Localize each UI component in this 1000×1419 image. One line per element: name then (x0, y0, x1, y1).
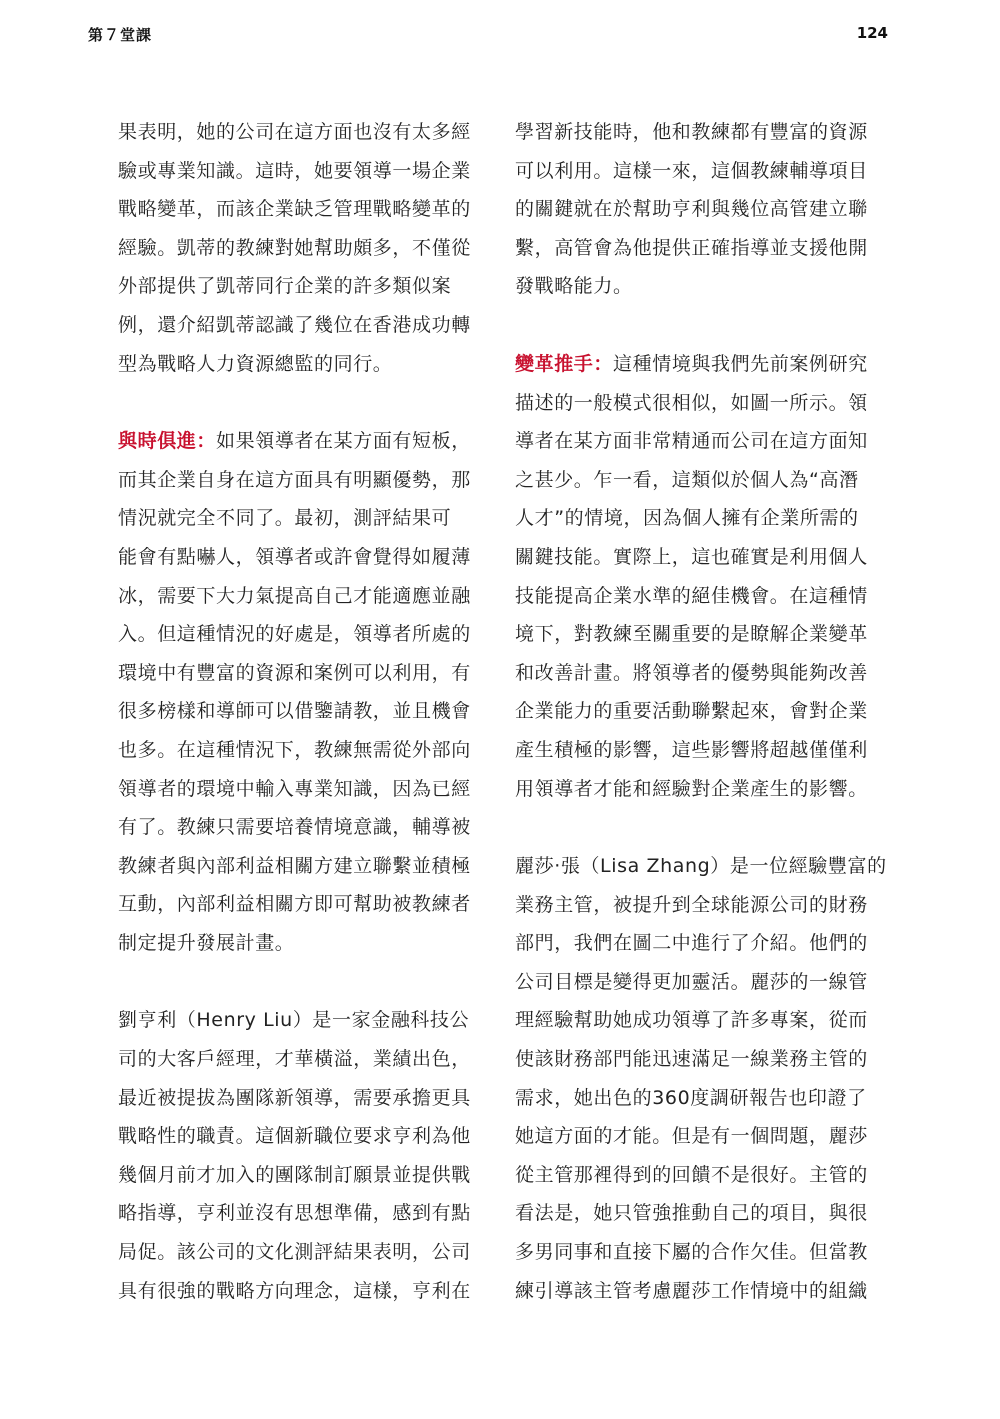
left-column (118, 113, 476, 1310)
text-line: 例，還介紹凱蒂認識了幾位在香港成功轉 (118, 313, 471, 336)
text-line: 經驗。凱蒂的教練對她幫助頗多，不僅從 (118, 236, 471, 259)
text-line: 公司目標是變得更加靈活。麗莎的一線管 (515, 970, 868, 993)
text-line: 外部提供了凱蒂同行企業的許多類似案 (118, 275, 452, 298)
text-line: 看法是，她只管強推動自己的項目，與很 (515, 1202, 868, 1225)
text-line: 學習新技能時，他和教練都有豐富的資源 (515, 121, 868, 143)
text-line: 有了。教練只需要培養情境意識，輔導被 (118, 816, 471, 839)
text-line (118, 422, 476, 461)
text-line: 產生積極的影響，這些影響將超越僅僅利 (515, 738, 868, 761)
text-line: 的關鍵就在於幫助亨利與幾位高管建立聯 (515, 198, 868, 221)
text-line: 局促。該公司的文化測評結果表明，公司 (118, 1241, 471, 1264)
text-line: 互動，內部利益相關方即可幫助被教練者 (118, 893, 471, 916)
text-line: 劉亨利（Henry Liu）是一家金融科技公 (118, 1009, 470, 1032)
text-line: 人才”的情境，因為個人擁有企業所需的 (515, 507, 859, 530)
text-line: 略指導，亨利並沒有思想準備，感到有點 (118, 1202, 471, 1225)
paragraph-gap (515, 808, 873, 847)
paragraph-lisa-case (515, 847, 887, 1310)
text-line: 環境中有豐富的資源和案例可以利用，有 (118, 661, 471, 684)
text-line: 業務主管，被提升到全球能源公司的財務 (515, 893, 868, 916)
text-line: 發戰略能力。 (515, 275, 633, 298)
text-line: 導者在某方面非常精通而公司在這方面知 (515, 430, 868, 453)
text-line: 型為戰略人力資源總監的同行。 (118, 352, 393, 375)
text-line: 教練者與內部利益相關方建立聯繫並積極 (118, 854, 471, 877)
text-line: 用領導者才能和經驗對企業產生的影響。 (515, 777, 868, 800)
text-line: 戰略變革，而該企業缺乏管理戰略變革的 (118, 198, 471, 221)
paragraph-gap (118, 962, 476, 1001)
text-line: 能會有點嚇人，領導者或許會覺得如履薄 (118, 545, 471, 568)
text-line: 最近被提拔為團隊新領導，需要承擔更具 (118, 1086, 471, 1109)
text-line: 也多。在這種情況下，教練無需從外部向 (118, 738, 471, 761)
text-line: 多男同事和直接下屬的合作欠佳。但當教 (515, 1241, 868, 1264)
paragraph-gap (118, 383, 476, 422)
text-line: 企業能力的重要活動聯繫起來，會對企業 (515, 700, 868, 723)
text-line: 需求，她出色的360度調研報告也印證了 (515, 1086, 867, 1109)
text-line: 戰略性的職責。這個新職位要求亨利為他 (118, 1125, 471, 1148)
text-line: 技能提高企業水準的絕佳機會。在這種情 (515, 584, 868, 607)
text-line: 入。但這種情況的好處是，領導者所處的 (118, 623, 471, 646)
text-line: 驗或專業知識。這時，她要領導一場企業 (118, 159, 471, 182)
text-line: 情況就完全不同了。最初，測評結果可 (118, 507, 452, 530)
text-line: 制定提升發展計畫。 (118, 931, 295, 954)
paragraph-change-agent (515, 345, 873, 808)
text-line: 練引導該主管考慮麗莎工作情境中的組織 (515, 1279, 868, 1302)
paragraph-katy-case (118, 113, 476, 383)
text-line-rest: 這種情境與我們先前案例研究 (613, 352, 868, 375)
text-line: 從主管那裡得到的回饋不是很好。主管的 (515, 1163, 868, 1186)
text-line: 而其企業自身在這方面具有明顯優勢，那 (118, 468, 471, 491)
text-line: 幾個月前才加入的團隊制訂願景並提供戰 (118, 1163, 471, 1186)
text-line: 和改善計畫。將領導者的優勢與能夠改善 (515, 661, 868, 684)
paragraph-gap (515, 306, 873, 345)
text-line: 司的大客戶經理，才華橫溢，業績出色， (118, 1048, 471, 1071)
text-line: 她這方面的才能。但是有一個問題，麗莎 (515, 1125, 868, 1148)
page-number: 124 (856, 24, 888, 42)
text-line: 冰，需要下大力氣提高自己才能適應並融 (118, 584, 471, 607)
text-line: 果表明，她的公司在這方面也沒有太多經 (118, 121, 471, 143)
text-line: 麗莎·張（Lisa Zhang）是一位經驗豐富的 (515, 855, 887, 878)
text-line: 境下，對教練至關重要的是瞭解企業變革 (515, 623, 868, 646)
text-line: 理經驗幫助她成功領導了許多專案，從而 (515, 1009, 868, 1032)
text-line: 關鍵技能。實際上，這也確實是利用個人 (515, 545, 868, 568)
text-line: 具有很強的戰略方向理念，這樣，亨利在 (118, 1279, 471, 1302)
paragraph-henry-case (118, 1001, 476, 1310)
text-line: 繫，高管會為他提供正確指導並支援他開 (515, 236, 868, 259)
text-line (515, 345, 873, 384)
paragraph-keeping-pace (118, 422, 476, 962)
keyword-keeping-pace: 與時俱進： (118, 430, 217, 453)
right-column (515, 113, 887, 1310)
text-line: 很多榜樣和導師可以借鑒請教，並且機會 (118, 700, 471, 723)
text-line: 可以利用。這樣一來，這個教練輔導項目 (515, 159, 868, 182)
chapter-label: 第７堂課 (88, 26, 153, 44)
text-line: 領導者的環境中輸入專業知識，因為已經 (118, 777, 471, 800)
paragraph-henry-continued (515, 113, 873, 306)
text-line-rest: 如果領導者在某方面有短板， (216, 430, 471, 453)
text-line: 之甚少。乍一看，這類似於個人為“高潛 (515, 468, 859, 491)
text-line: 部門，我們在圖二中進行了介紹。他們的 (515, 932, 868, 955)
text-line: 使該財務部門能迅速滿足一線業務主管的 (515, 1048, 868, 1071)
keyword-change-agent: 變革推手： (515, 352, 614, 375)
text-line: 描述的一般模式很相似，如圖一所示。領 (515, 391, 868, 414)
